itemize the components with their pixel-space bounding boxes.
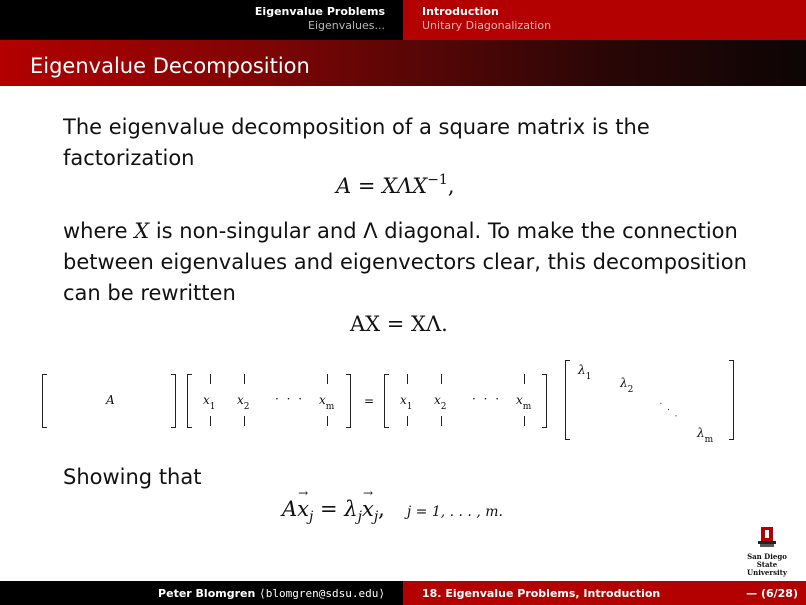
eq3-comma: , (378, 497, 385, 521)
eq3-A: A (282, 497, 298, 521)
bracket-Lambda-left (565, 360, 570, 440)
para2-mid: is non-singular and Λ diagonal. To make the connection between eigenvalues and eigenvectors clear, this decomposition can be rewritten (63, 219, 747, 305)
nav-left (0, 0, 403, 40)
para2-pre: where (63, 219, 135, 243)
nav-section-eigenvalue-problems[interactable]: Eigenvalue Problems (254, 5, 385, 18)
x2b-bar-top (441, 374, 442, 384)
x1-bar-bottom (210, 416, 211, 426)
eq1-tail: , (447, 174, 455, 198)
matrix-equals: = (364, 394, 375, 408)
eq3-range: j = 1, . . . , m. (406, 504, 503, 520)
matrix-illustration (0, 350, 806, 450)
x1b-bar-top (407, 374, 408, 384)
footer-author-block (0, 581, 403, 605)
footer-title-block (403, 581, 806, 605)
bracket-X-right (346, 374, 351, 428)
lambda2-label: $\lambda_2$ (620, 376, 634, 395)
nav-section-introduction[interactable]: Introduction (422, 5, 499, 18)
footer-author: Peter Blomgren (158, 587, 256, 600)
logo-text-line2: University (747, 568, 787, 577)
eq3-equals-lambda: = λ (313, 497, 358, 521)
x2b-bar-bottom (441, 416, 442, 426)
eq1-lhs: A = XΛX (336, 174, 428, 198)
footer-email: ⟨blomgren@sdsu.edu⟩ (259, 587, 385, 600)
eq3-j3: j (373, 509, 379, 525)
footer (0, 581, 806, 605)
xb-hdots: · · · (472, 392, 502, 406)
sdsu-logo (742, 527, 792, 577)
x2-label: $x_2$ (237, 393, 250, 412)
x1b-bar-bottom (407, 416, 408, 426)
xm-bar-bottom (327, 416, 328, 426)
x1b-label: $x_1$ (400, 393, 413, 412)
lambdam-label: $\lambda_m$ (697, 426, 714, 445)
bracket-Lambda-right (729, 360, 734, 440)
bracket-A-right (171, 374, 176, 428)
xm-bar-top (327, 374, 328, 384)
footer-page-number: — (6/28) (746, 587, 798, 600)
xmb-label: $x_m$ (516, 393, 532, 412)
x2b-label: $x_2$ (434, 393, 447, 412)
paragraph-showing: Showing that (63, 465, 202, 489)
bracket-X2-right (542, 374, 547, 428)
bracket-X-left (187, 374, 192, 428)
lambda1-label: $\lambda_1$ (578, 363, 592, 382)
top-navigation (0, 0, 806, 40)
eq3-j2: j (357, 509, 362, 525)
nav-subsection-unitary-diagonalization[interactable]: Unitary Diagonalization (422, 19, 552, 32)
footer-section-title: 18. Eigenvalue Problems, Introduction (422, 587, 661, 600)
x2-bar-bottom (244, 416, 245, 426)
logo-text-line1: San Diego State (747, 552, 787, 569)
paragraph-connection (63, 216, 763, 309)
equation-decomposition (336, 172, 455, 198)
eq3-j1: j (309, 509, 314, 525)
xm-label: $x_m$ (319, 393, 335, 412)
nav-subsection-eigenvalues[interactable]: Eigenvalues... (308, 19, 385, 32)
bracket-X2-left (384, 374, 389, 428)
x-hdots: · · · (275, 392, 305, 406)
sdsu-emblem-icon (755, 527, 779, 549)
x2-bar-top (244, 374, 245, 384)
matrix-A-label: A (106, 393, 115, 407)
bracket-A-left (42, 374, 47, 428)
frame-title: Eigenvalue Decomposition (0, 40, 806, 86)
xmb-bar-bottom (524, 416, 525, 426)
nav-right (403, 0, 806, 40)
eq3-x-left: x → (297, 497, 309, 521)
equation-eigen-relation (282, 497, 503, 525)
lambda-ddots: . . . (657, 397, 683, 421)
equation-rewritten: AX = XΛ. (350, 312, 448, 336)
xmb-bar-top (524, 374, 525, 384)
paragraph-intro: The eigenvalue decomposition of a square matrix is the factorization (63, 115, 650, 170)
eq3-x-right: x → (362, 497, 374, 521)
x1-bar-top (210, 374, 211, 384)
para2-X: X (134, 219, 150, 243)
eq1-inverse: −1 (427, 172, 448, 188)
x1-label: $x_1$ (203, 393, 216, 412)
